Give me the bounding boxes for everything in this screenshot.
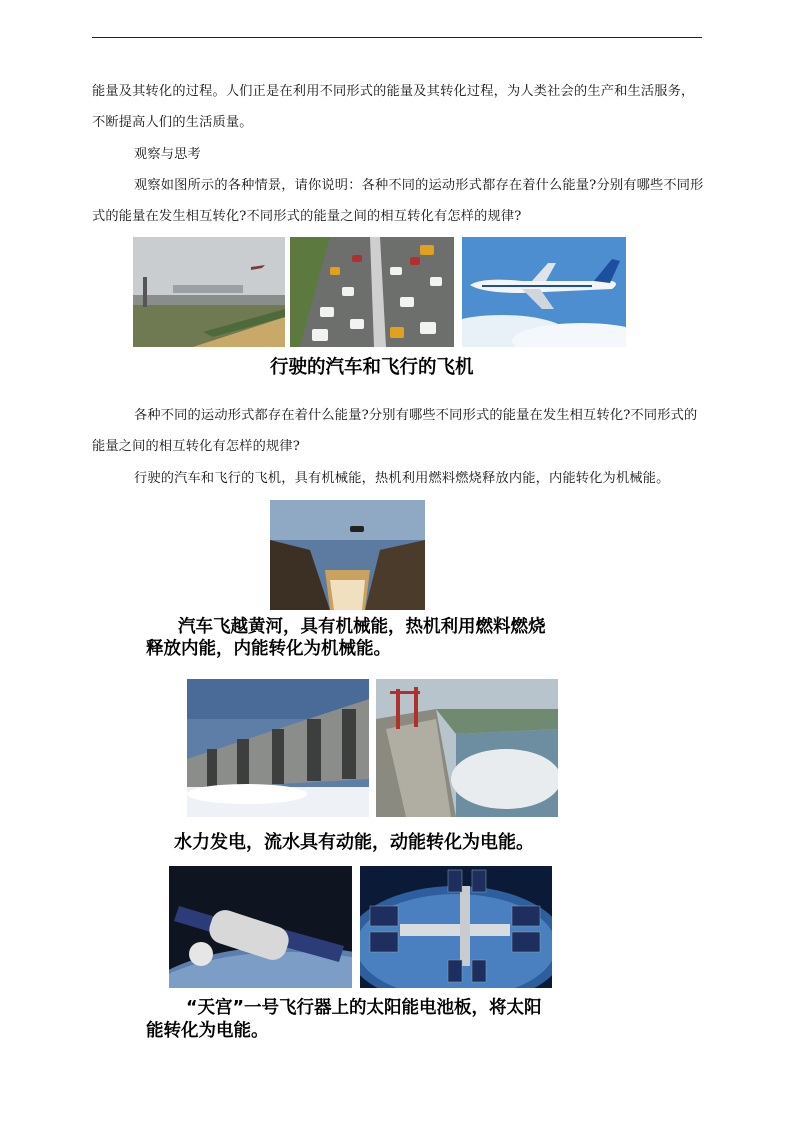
- caption-hydropower: 水力发电，流水具有动能，动能转化为电能。: [174, 832, 534, 853]
- space-station-photo: [360, 866, 552, 988]
- paragraph-1-line-2: 不断提高人们的生活质量。: [92, 115, 253, 130]
- paragraph-1-line-1: 能量及其转化的过程。人们正是在利用不同形式的能量及其转化过程，为人类社会的生产和生活服务，: [92, 84, 695, 99]
- header-rule: [92, 37, 702, 38]
- caption-car-jump-line-2: 释放内能，内能转化为机械能。: [146, 639, 391, 659]
- caption-car-jump-line-1: 汽车飞越黄河，具有机械能，热机利用燃料燃烧: [178, 617, 546, 637]
- hydro-dam-photo: [187, 679, 369, 817]
- car-jump-yellow-river-photo: [270, 500, 425, 610]
- section-heading: 观察与思考: [134, 147, 201, 162]
- paragraph-2: 观察如图所示的各种情景，请你说明：各种不同的运动形式都存在着什么能量?分别有哪些不同形式的能量在发生相互转化?不同形式的能量之间的相互转化有怎样的规律?: [92, 178, 704, 224]
- highway-traffic-photo: [290, 237, 454, 347]
- airport-photo: [133, 237, 285, 347]
- airplane-photo: [462, 237, 626, 347]
- paragraph-4: 行驶的汽车和飞行的飞机，具有机械能，热机利用燃料燃烧释放内能，内能转化为机械能。: [134, 471, 670, 486]
- caption-vehicles: 行驶的汽车和飞行的飞机: [270, 357, 474, 378]
- tiangong-spacecraft-photo: [169, 866, 352, 988]
- caption-tiangong-line-1: “天宫”一号飞行器上的太阳能电池板，将太阳: [186, 998, 542, 1018]
- paragraph-3: 各种不同的运动形式都存在着什么能量?分别有哪些不同形式的能量在发生相互转化?不同形式的能量之间的相互转化有怎样的规律?: [92, 408, 698, 454]
- three-gorges-dam-photo: [376, 679, 558, 817]
- caption-tiangong-line-2: 能转化为电能。: [146, 1021, 269, 1041]
